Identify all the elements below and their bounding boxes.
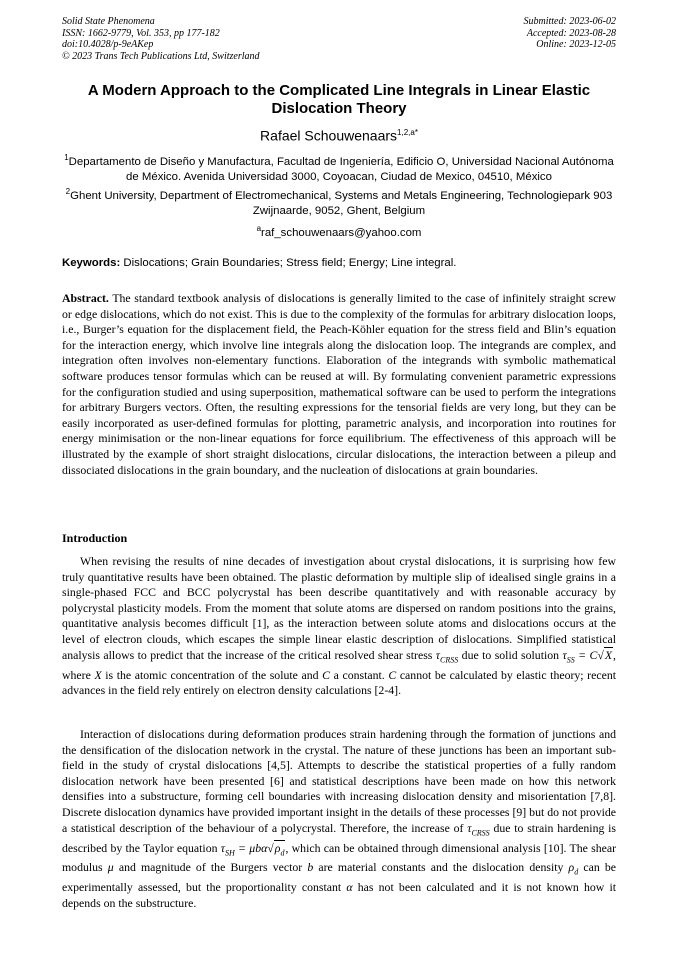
p1-text-f: cannot be calculated by elastic theory; recent advances in the field rely entirely on electron density calculations [2-4]. — [62, 667, 616, 698]
p2-text-e: are material constants and the dislocation density — [313, 860, 569, 875]
math-tau-ss-eq: $\tau_{SS} = C√X$ — [562, 647, 613, 664]
math-taylor-eq: $\tau_{SH} = \mu b\alpha√\rho_d$ — [220, 840, 285, 857]
math-c: C — [322, 667, 331, 682]
math-tau-crss — [467, 821, 489, 835]
p2-text-g: has not been calculated and it is not known how it depends on the substructure. — [62, 880, 616, 911]
math-rho: ρ — [274, 840, 281, 855]
math-rho: ρ — [568, 860, 575, 875]
keywords-label: Keywords: — [62, 257, 121, 269]
affiliation-1-sup: 1 — [64, 153, 69, 162]
math-sub: CRSS — [471, 827, 490, 837]
abstract-label: Abstract. — [62, 291, 109, 305]
p2-text-c: , which can be obtained through dimensional analysis [10]. The shear modulus — [62, 840, 617, 875]
math-sub: SS — [566, 654, 575, 664]
math-c: C — [388, 667, 397, 682]
math-sub: d — [280, 847, 285, 857]
accepted-date: Accepted: 2023-08-28 — [526, 27, 616, 39]
p2-text-f: can be experimentally assessed, but the proportionality constant — [62, 860, 616, 895]
p2-text-b: due to strain hardening is described by the Taylor equation — [62, 820, 617, 855]
math-b: b — [307, 860, 314, 875]
math-tau: τ — [562, 647, 567, 662]
affiliation-1-text: Departamento de Diseño y Manufactura, Facultad de Ingeniería, Edificio O, Universidad Nacional Autónoma de México. Avenida Universidad 3000, Coyoacan, Ciudad de Mexico, 04510, México — [68, 155, 614, 183]
math-tau: τ — [467, 820, 472, 835]
author-name: Rafael Schouwenaars — [260, 127, 398, 144]
math-mu: μ — [107, 860, 114, 875]
p1-text-e: a constant. — [330, 667, 389, 682]
abstract-text: The standard textbook analysis of dislocations is generally limited to the case of infinitely straight screw or edge dislocations, which do not exist. This is due to the complexity of the formulas for arbitrary dislocation loops, i.e., Burger’s equation for the displacement field, the Peach-Köhler equation for the stress field and Blin’s equation for the interaction energy, which involve line integrals along the dislocation loop. The integrands are complex, and integration often involves non-elementary functions. Elaboration of the integrands with symbolic mathematical software produces tensor formulas which can be reused at will. By formulating convenient parametric expressions for the configuration studied and using superposition, mathematical software can be used to perform the integrations for arbitrary Burgers vectors. Often, the resulting expressions for the tensorial fields are very long, but they can be easily incorporated as user-defined formulas for plotting, parametric analysis, and incorporation into routines for energy minimisation or the non-linear equations for force equilibrium. The effectiveness of this approach will be illustrated by the example of short straight dislocations, circular dislocations, the interaction between a pileup and dissociated dislocations in the grain boundary, and the nucleation of dislocations at grain boundaries. — [62, 291, 616, 477]
section-heading-introduction: Introduction — [62, 531, 128, 545]
affiliation-2-sup: 2 — [65, 187, 71, 196]
math-radicand — [274, 840, 286, 855]
affiliation-2 — [62, 184, 616, 219]
submitted-date: Submitted: 2023-06-02 — [523, 16, 616, 27]
intro-paragraph-1 — [62, 554, 616, 699]
paper-title: A Modern Approach to the Complicated Line Integrals in Linear Elastic Dislocation Theory — [87, 82, 591, 117]
math-tau: τ — [435, 647, 441, 662]
p1-text-d: is the atomic concentration of the solute and — [101, 667, 323, 682]
email-line — [62, 221, 616, 241]
math-sub: SH — [225, 847, 235, 857]
math-sub: d — [574, 867, 579, 877]
online-date: Online: 2023-12-05 — [536, 39, 616, 50]
keywords — [62, 256, 618, 271]
dates-header — [524, 16, 617, 51]
math-rho-d — [568, 860, 579, 877]
intro-paragraph-2 — [62, 727, 616, 912]
math-tau-crss — [436, 648, 458, 662]
issn-volume: ISSN: 1662-9779, Vol. 353, pp 177-182 — [62, 27, 220, 39]
p1-text-c: , where — [62, 647, 616, 682]
keywords-text: Dislocations; Grain Boundaries; Stress field; Energy; Line integral. — [123, 257, 457, 269]
p1-text-a: When revising the results of nine decades of investigation about crystal dislocations, it is surprising how few truly quantitative results have been obtained. The plastic deformation by multiple slip of idealised single grains in a single-phased FCC and BCC polycrystal has been describe quantitatively and with reasonable accuracy by polycrystal plasticity models. From the moment that solute atoms are dispersed on random positions into the grains, quantitative analysis becomes difficult [1], as the interaction between solute atoms and dislocations occurs at the level of electron clouds, which escapes the simple linear elastic description of dislocations. Simplified statistical analysis allows to predict that the increase of the critical resolved shear stress — [62, 554, 616, 662]
journal-name: Solid State Phenomena — [62, 16, 155, 27]
math-x: X — [94, 667, 102, 682]
abstract — [62, 291, 616, 478]
math-eq: = μbα — [234, 840, 268, 855]
copyright: © 2023 Trans Tech Publications Ltd, Switzerland — [62, 50, 260, 62]
email-sup: a — [256, 224, 262, 233]
p2-text-d: and magnitude of the Burgers vector — [113, 860, 308, 875]
math-radicand: X — [604, 647, 613, 662]
affiliation-1 — [62, 150, 616, 185]
author-line — [60, 125, 618, 144]
p2-text-a: Interaction of dislocations during deformation produces strain hardening through the formation of junctions and the densification of the dislocation network in the crystal. The nature of these junctions has been an important sub-field in the study of crystal dislocations [4,5]. Attempts to describe the statistical properties of a fully random dislocation network have been presented [6] and statistical descriptions have been made on how this network densifies into a substructure, forming cell boundaries with increasing dislocation density and misorientation [7,8]. Discrete dislocation dynamics have provided important insight in the details of these processes [9] but do not provide a statistical description of the behaviour of a polycrystal. Therefore, the increase of — [62, 727, 616, 835]
email-address: raf_schouwenaars@yahoo.com — [261, 226, 422, 239]
math-eq: = C — [574, 647, 598, 662]
math-tau: τ — [220, 840, 225, 855]
author-sup: 1,2,a* — [397, 128, 418, 137]
p1-text-b: due to solid solution — [458, 647, 563, 662]
math-sub: CRSS — [440, 654, 459, 664]
journal-header — [62, 16, 260, 62]
math-alpha: α — [346, 880, 353, 895]
affiliation-2-text: Ghent University, Department of Electromechanical, Systems and Metals Engineering, Technologiepark 903 Zwijnaarde, 9052, Ghent, Belgium — [70, 189, 613, 217]
doi: doi:10.4028/p-9eAKep — [62, 39, 154, 50]
